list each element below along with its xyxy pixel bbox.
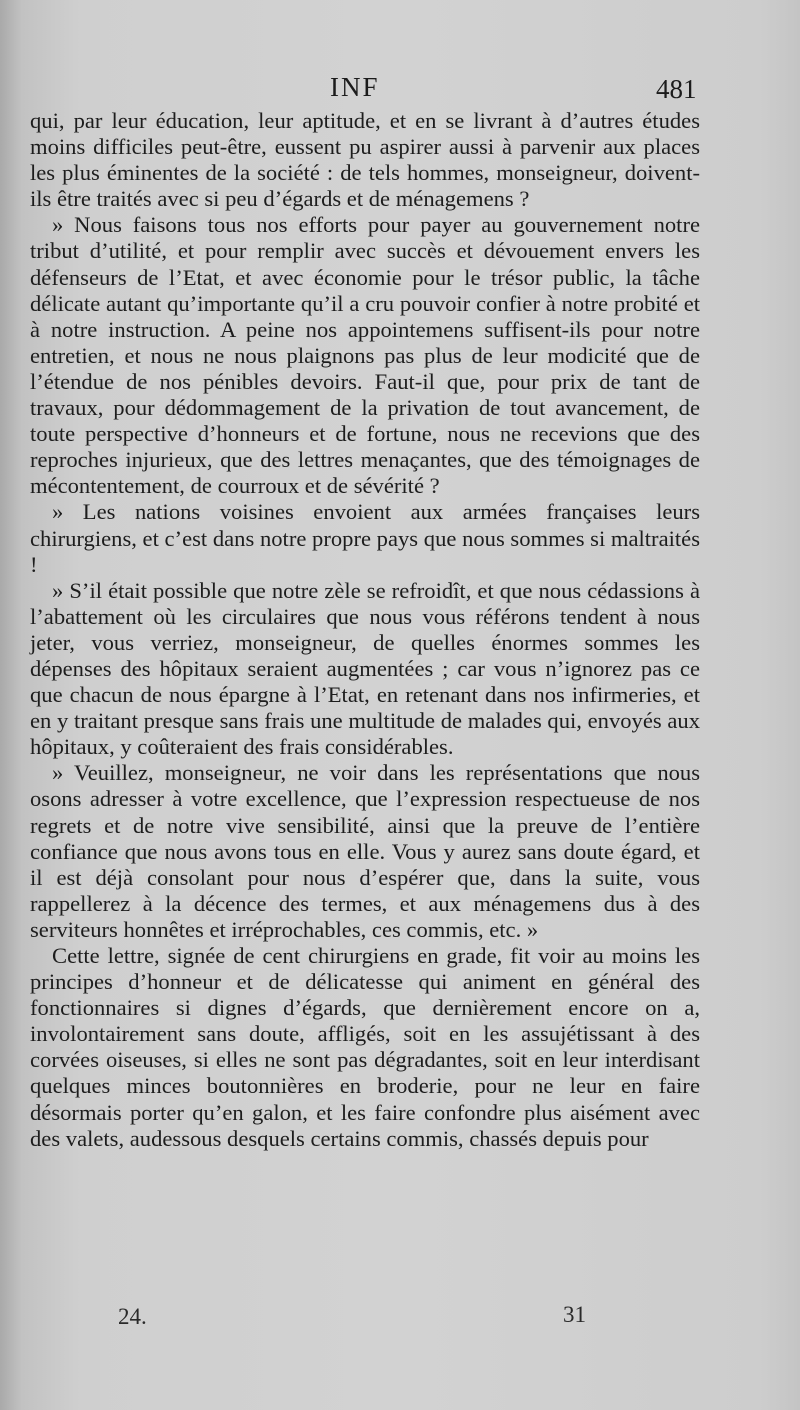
paragraph: » Nous faisons tous nos efforts pour payer au gouvernement notre tribut d’utilité, et pour remplir avec succès et dévouement envers les défenseurs de l’Etat, et avec économie pour le trésor public, la tâche délicate autant qu’importante qu’il a cru pouvoir confier à notre probité et à notre instruction. A peine nos appointemens suffisent-ils pour notre entretien, et nous ne nous plaignons pas plus de leur modicité que de l’étendue de nos pénibles devoirs. Faut-il que, pour prix de tant de travaux, pour dédommagement de la privation de tout avancement, de toute perspective d’honneurs et de fortune, nous ne recevions que des reproches injurieux, que des lettres menaçantes, que des témoignages de mécontentement, de courroux et de sévérité ? [30,212,700,499]
sheet-number: 31 [563,1302,586,1327]
paragraph: » Les nations voisines envoient aux armées françaises leurs chirurgiens, et c’est dans notre propre pays que nous sommes si maltraités ! [30,499,700,577]
paragraph: » S’il était possible que notre zèle se refroidît, et que nous cédassions à l’abattement où les circulaires que nous vous référons tendent à nous jeter, vous verriez, monseigneur, de quelles énormes sommes les dépenses des hôpitaux seraient augmentées ; car vous n’ignorez pas ce que chacun de nous épargne à l’Etat, en retenant dans nos infirmeries, et en y traitant presque sans frais une multitude de malades qui, envoyés aux hôpitaux, y coûteraient des frais considérables. [30,577,700,760]
paragraph: » Veuillez, monseigneur, ne voir dans les représentations que nous osons adresser à votre excellence, que l’expression respectueuse de nos regrets et de notre vive sensibilité, ainsi que la preuve de l’entière confiance que nous avons tous en elle. Vous y aurez sans doute égard, et il est déjà consolant pour nous d’espérer que, dans la suite, vous rappellerez à la décence des termes, et aux ménagemens dus à des serviteurs honnêtes et irréprochables, ces commis, etc. » [30,760,700,942]
page-header [0,68,800,108]
page-number: 481 [656,74,697,104]
paragraph-continued: qui, par leur éducation, leur aptitude, et en se livrant à d’autres études moins difficiles peut-être, eussent pu aspirer aussi à parvenir aux places les plus éminentes de la société : de tels hommes, monseigneur, doivent-ils être traités avec si peu d’égards et de ménagemens ? [30,108,700,212]
signature-mark: 24. [118,1304,147,1329]
body-text [30,108,700,1152]
paragraph: Cette lettre, signée de cent chirurgiens en grade, fit voir au moins les principes d’honneur et de délicatesse qui animent en général des fonctionnaires si dignes d’égards, que dernièrement encore on a, involontairement sans doute, affligés, soit en les assujétissant à des corvées oiseuses, si elles ne sont pas dégradantes, soit en leur interdisant quelques minces boutonnières en broderie, pour ne leur en faire désormais porter qu’en galon, et les faire confondre plus aisément avec des valets, audessous desquels certains commis, chassés depuis pour [30,943,700,1151]
running-head: INF [330,72,380,102]
page-footer [0,1302,800,1338]
